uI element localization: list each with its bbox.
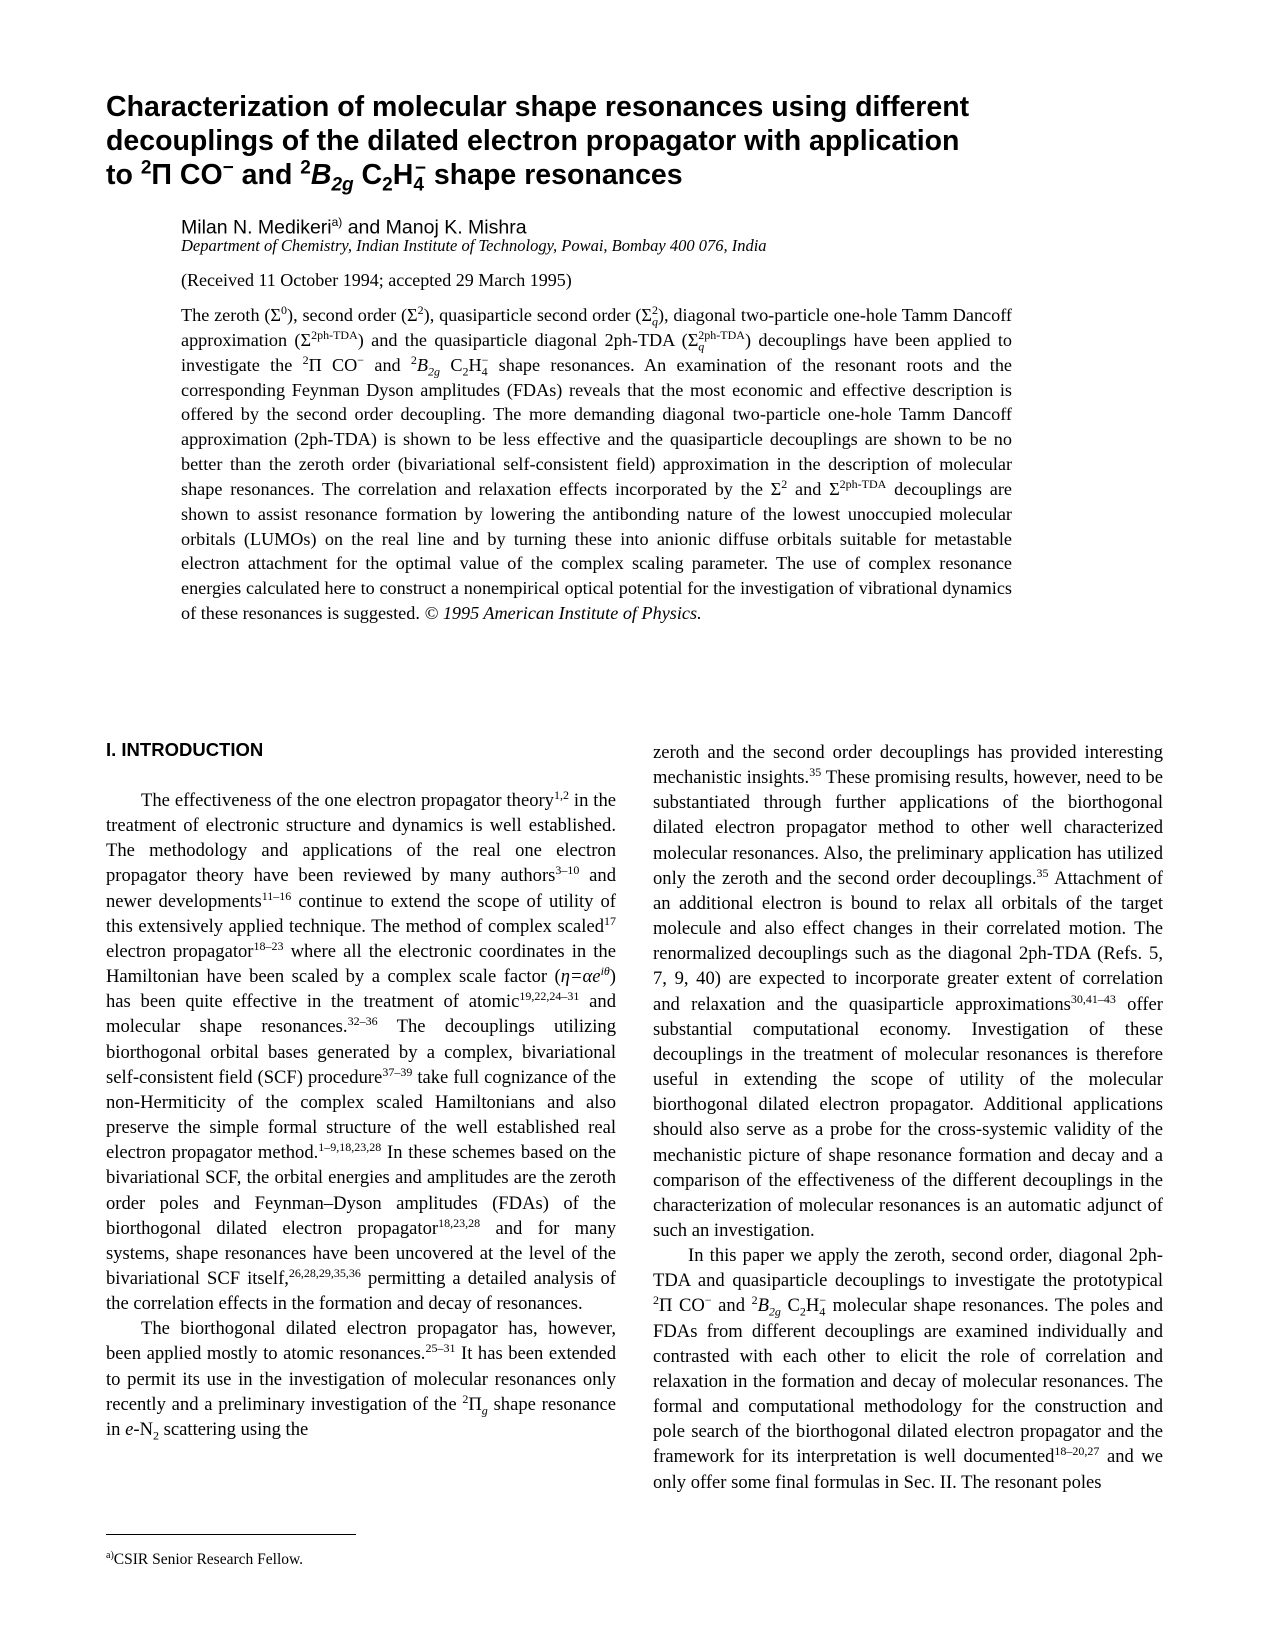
citation-ref[interactable]: 35 <box>1036 865 1049 880</box>
right-column <box>653 740 1163 1495</box>
citation-ref[interactable]: 25–31 <box>425 1341 456 1356</box>
intro-paragraph-3: zeroth and the second order decouplings has provided interesting mechanistic insights.$^{35}$ These promising results, however, need to be substantiated through further applications of the biorthogonal dilated electron propagator method to other well characterized molecular resonances. Also, the preliminary application has utilized only the zeroth and the second order decouplings.$^{35}$ Attachment of an additional electron is bound to relax all orbitals of the target molecule and also effect changes in their correlated motion. The renormalized decouplings such as the diagonal 2ph-TDA (Refs. 5, 7, 9, 40) are expected to incorporate greater extent of correlation and relaxation and the quasiparticle approximations$^{30,41-43}$ offer substantial computational economy. Investigation of these decouplings in the treatment of molecular resonances is therefore useful in extending the scope of utility of the molecular biorthogonal dilated electron propagator. Additional applications should also serve as a probe for the cross-systemic validity of the mechanistic picture of shape resonance formation and decay and a comparison of the effectiveness of the different decouplings in the characterization of molecular resonances is an automatic adjunct of such an investigation. <box>653 742 1164 1241</box>
intro-paragraph-1: The effectiveness of the one electron propagator theory$^{1,2}$ in the treatment of electronic structure and dynamics is well established. The methodology and applications of the real one electron propagator theory have been reviewed by many authors$^{3-10}$ and newer developments$^{11-16}$ continue to extend the scope of utility of this extensively applied technique. The method of complex scaled$^{17}$ electron propagator$^{18-23}$ where all the electronic coordinates in the Hamiltonian have been scaled by a complex scale factor $(\eta=\alpha e^{i\theta})$ has been quite effective in the treatment of atomic$^{19,22,24-31}$ and molecular shape resonances.$^{32-36}$ The decouplings utilizing biorthogonal orbital bases generated by a complex, bivariational self-consistent field (SCF) procedure$^{37-39}$ take full cognizance of the non-Hermiticity of the complex scaled Hamiltonians and also preserve the simple formal structure of the well established real electron propagator method.$^{1-9,18,23,28}$ In these schemes based on the bivariational SCF, the orbital energies and amplitudes are the zeroth order poles and Feynman–Dyson amplitudes (FDAs) of the biorthogonal dilated electron propagator$^{18,23,28}$ and for many systems, shape resonances have been uncovered at the level of the bivariational SCF itself,$^{26,28,29,35,36}$ permitting a detailed analysis of the correlation effects in the formation and decay of resonances. <box>106 787 617 1315</box>
abstract: The zeroth $(\Sigma^0)$, second order $(\Sigma^2)$, quasiparticle second order $(\Sigma_q^2)$, diagonal two-particle one-hole Tamm Dancoff approximation $(\Sigma^{2ph-TDA})$ and the quasiparticle diagonal 2ph-TDA $(\Sigma_q^{2ph-TDA})$ decouplings have been applied to investigate the $^2$Π CO− and $^2B_{2g}$ $C_2H_4^-$ shape resonances. An examination of the resonant roots and the corresponding Feynman Dyson amplitudes (FDAs) reveals that the most economic and effective description is offered by the second order decoupling. The more demanding diagonal two-particle one-hole Tamm Dancoff approximation (2ph-TDA) is shown to be less effective and the quasiparticle decouplings are shown to be no better than the zeroth order (bivariational self-consistent field) approximation in the description of molecular shape resonances. The correlation and relaxation effects incorporated by the $\Sigma^2$ and $\Sigma^{2ph-TDA}$ decouplings are shown to assist resonance formation by lowering the antibonding nature of the lowest unoccupied molecular orbitals (LUMOs) on the real line and by turning these into anionic diffuse orbitals suitable for metastable electron attachment for the optimal value of the complex scaling parameter. The use of complex resonance energies calculated here to construct a nonempirical optical potential for the investigation of vibrational dynamics of these resonances is suggested. © 1995 American Institute of Physics. <box>181 302 1013 624</box>
intro-paragraph-4: In this paper we apply the zeroth, second order, diagonal 2ph-TDA and quasiparticle decouplings to investigate the prototypical $^2$Π CO− and $^2B_{2g}$ $C_2H_4^-$ molecular shape resonances. The poles and FDAs from different decouplings are examined individually and contrasted with each other to elicit the role of correlation and relaxation in the formation and decay of molecular resonances. The formal and computational methodology for the construction and pole search of the biorthogonal dilated electron propagator and the framework for its interpretation is well documented$^{18-20,27}$ and we only offer some final formulas in Sec. II. The resonant poles <box>653 1245 1163 1493</box>
citation-ref[interactable]: 11–16 <box>261 888 292 903</box>
citation-ref[interactable]: 1–9,18,23,28 <box>318 1140 382 1154</box>
citation-ref[interactable]: 3–10 <box>555 863 580 878</box>
author-footnote-mark[interactable]: a) <box>331 215 343 229</box>
title-line-1: Characterization of molecular shape resonances using different <box>106 91 970 123</box>
citation-ref[interactable]: 18–20,27 <box>1054 1444 1100 1459</box>
footnote <box>106 1546 303 1570</box>
received-dates: (Received 11 October 1994; accepted 29 March 1995) <box>181 270 572 290</box>
footnote-text: CSIR Senior Research Fellow. <box>113 1551 304 1569</box>
footnote-divider <box>106 1534 356 1535</box>
citation-ref[interactable]: 35 <box>809 764 822 779</box>
citation-ref[interactable]: 32–36 <box>347 1014 378 1029</box>
citation-ref[interactable]: 18–23 <box>253 938 284 953</box>
section-heading-introduction: I. INTRODUCTION <box>106 739 264 760</box>
title-line-3: to $^2$Π CO− and $^2B_{2g}$ $C_2H_4^-$ shape resonances <box>106 157 683 196</box>
article-title <box>106 90 1026 196</box>
citation-ref[interactable]: 19,22,24–31 <box>519 989 580 1004</box>
citation-ref[interactable]: 30,41–43 <box>1070 991 1116 1006</box>
citation-ref[interactable]: 1,2 <box>553 787 569 802</box>
title-line-2: decouplings of the dilated electron propagator with application <box>106 125 960 157</box>
author-list: Milan N. Medikeri$^{a)}$ and Manoj K. Mishra <box>181 215 527 239</box>
citation-ref[interactable]: 17 <box>604 913 616 928</box>
citation-ref[interactable]: 18,23,28 <box>438 1215 481 1230</box>
copyright-notice: © 1995 American Institute of Physics. <box>424 603 702 624</box>
intro-paragraph-2: The biorthogonal dilated electron propagator has, however, been applied mostly to atomic resonances.$^{25-31}$ It has been extended to permit its use in the investigation of molecular resonances only recently and a preliminary investigation of the $^2\Pi_g$ shape resonance in $e-N_2$ scattering using the <box>106 1318 617 1443</box>
affiliation: Department of Chemistry, Indian Institute of Technology, Powai, Bombay 400 076, India <box>181 236 767 255</box>
citation-ref[interactable]: 37–39 <box>382 1064 413 1079</box>
citation-ref[interactable]: 26,28,29,35,36 <box>288 1265 361 1280</box>
footnote-mark: a) <box>106 1550 114 1561</box>
